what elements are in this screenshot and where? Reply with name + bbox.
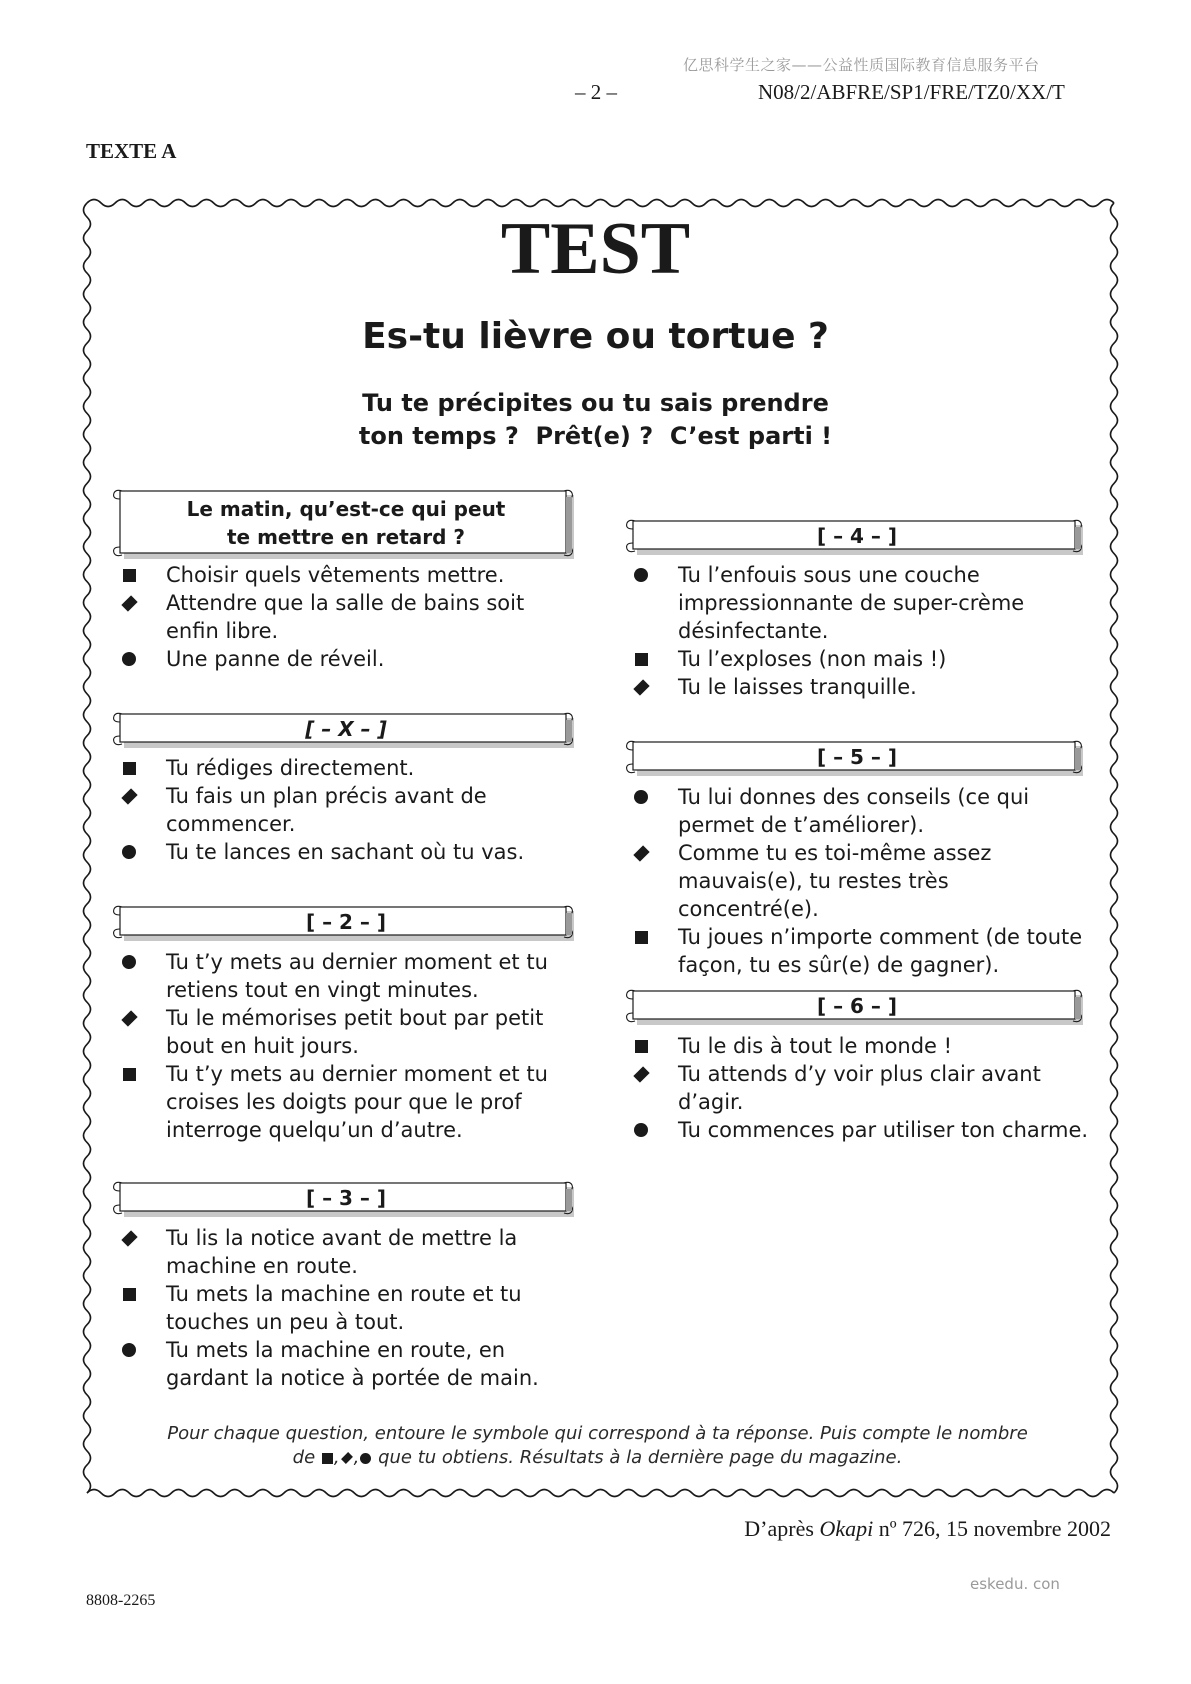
section-label: TEXTE A	[86, 139, 177, 163]
option-item: Tu rédiges directement.	[120, 754, 580, 782]
question-heading-line-1: [ – X – ]	[305, 717, 387, 741]
instructions-line-1: Pour chaque question, entoure le symbole qui correspond à ta réponse. Puis compte le nombre	[167, 1423, 1028, 1444]
option-item: Tu fais un plan précis avant de commencer.	[120, 782, 580, 838]
question-heading-1	[116, 489, 576, 557]
question-2-options	[120, 948, 580, 1144]
square-icon	[322, 1453, 333, 1464]
question-1-options	[120, 561, 580, 673]
diamond-icon[interactable]	[632, 1060, 650, 1088]
circle-icon	[360, 1453, 371, 1464]
circle-icon[interactable]	[120, 948, 138, 976]
circle-icon[interactable]	[632, 1116, 650, 1144]
instructions-line-2: de , , que tu obtiens. Résultats à la dernière page du magazine.	[292, 1447, 903, 1468]
option-item: Tu lis la notice avant de mettre la machine en route.	[120, 1224, 580, 1280]
question-heading-line-1: Le matin, qu’est-ce qui peut	[186, 497, 506, 521]
option-item: Attendre que la salle de bains soit enfin libre.	[120, 589, 580, 645]
question-6-options	[632, 1032, 1092, 1144]
question-3-options	[120, 1224, 580, 1392]
option-item: Choisir quels vêtements mettre.	[120, 561, 580, 589]
question-heading-line-1: [ – 2 – ]	[305, 910, 387, 934]
option-item: Tu commences par utiliser ton charme.	[632, 1116, 1092, 1144]
diamond-icon[interactable]	[120, 1004, 138, 1032]
test-subtitle: Es-tu lièvre ou tortue ?	[362, 316, 829, 357]
option-item: Tu joues n’importe comment (de toute façon, tu es sûr(e) de gagner).	[632, 923, 1092, 979]
question-heading-line-1: [ – 3 – ]	[305, 1186, 387, 1210]
square-icon[interactable]	[120, 561, 138, 589]
square-icon[interactable]	[120, 1280, 138, 1308]
circle-icon[interactable]	[120, 645, 138, 673]
circle-icon[interactable]	[120, 838, 138, 866]
diamond-icon	[341, 1452, 353, 1464]
question-heading-line-1: [ – 5 – ]	[816, 745, 898, 769]
watermark-top: 亿思科学生之家——公益性质国际教育信息服务平台	[683, 56, 1040, 74]
intro-line-2: ton temps ? Prêt(e) ? C’est parti !	[358, 422, 833, 450]
diamond-icon[interactable]	[120, 589, 138, 617]
option-item: Tu lui donnes des conseils (ce qui permet de t’améliorer).	[632, 783, 1092, 839]
magazine-name: Okapi	[819, 1516, 874, 1541]
document-code: N08/2/ABFRE/SP1/FRE/TZ0/XX/T	[758, 80, 1065, 104]
option-item: Tu l’enfouis sous une couche impressionnante de super-crème désinfectante.	[632, 561, 1092, 645]
option-item: Tu te lances en sachant où tu vas.	[120, 838, 580, 866]
option-item: Une panne de réveil.	[120, 645, 580, 673]
question-heading-3	[116, 1181, 576, 1215]
square-icon[interactable]	[120, 1060, 138, 1088]
question-x-options	[120, 754, 580, 866]
diamond-icon[interactable]	[632, 839, 650, 867]
reference-code: 8808-2265	[86, 1592, 156, 1609]
option-item: Tu le mémorises petit bout par petit bout en huit jours.	[120, 1004, 580, 1060]
page-number: – 2 –	[575, 80, 617, 104]
question-5-options	[632, 783, 1092, 979]
question-heading-line-2: te mettre en retard ?	[227, 525, 465, 549]
test-title: TEST	[500, 208, 691, 290]
square-icon[interactable]	[632, 923, 650, 951]
question-heading-6	[629, 989, 1085, 1023]
watermark-bottom: eskedu. con	[970, 1575, 1060, 1593]
circle-icon[interactable]	[120, 1336, 138, 1364]
option-item: Tu t’y mets au dernier moment et tu croises les doigts pour que le prof interroge quelqu’un d’autre.	[120, 1060, 580, 1144]
option-item: Tu attends d’y voir plus clair avant d’agir.	[632, 1060, 1092, 1116]
question-heading-line-1: [ – 4 – ]	[816, 524, 898, 548]
question-heading-line-1: [ – 6 – ]	[816, 994, 898, 1018]
test-intro	[0, 387, 1191, 453]
circle-icon[interactable]	[632, 783, 650, 811]
intro-line-1: Tu te précipites ou tu sais prendre	[362, 389, 829, 417]
option-item: Tu le dis à tout le monde !	[632, 1032, 1092, 1060]
circle-icon[interactable]	[632, 561, 650, 589]
question-heading-5	[629, 740, 1085, 774]
instructions	[120, 1422, 1075, 1470]
question-heading-4	[629, 519, 1085, 553]
diamond-icon[interactable]	[632, 673, 650, 701]
option-item: Comme tu es toi-même assez mauvais(e), tu restes très concentré(e).	[632, 839, 1092, 923]
question-heading-2	[116, 905, 576, 939]
option-item: Tu t’y mets au dernier moment et tu retiens tout en vingt minutes.	[120, 948, 580, 1004]
question-heading-x	[116, 712, 576, 746]
option-item: Tu le laisses tranquille.	[632, 673, 1092, 701]
square-icon[interactable]	[120, 754, 138, 782]
square-icon[interactable]	[632, 1032, 650, 1060]
option-item: Tu mets la machine en route, en gardant la notice à portée de main.	[120, 1336, 580, 1392]
option-item: Tu l’exploses (non mais !)	[632, 645, 1092, 673]
diamond-icon[interactable]	[120, 1224, 138, 1252]
question-4-options	[632, 561, 1092, 701]
diamond-icon[interactable]	[120, 782, 138, 810]
square-icon[interactable]	[632, 645, 650, 673]
source-citation: D’après Okapi nº 726, 15 novembre 2002	[744, 1516, 1111, 1541]
option-item: Tu mets la machine en route et tu touches un peu à tout.	[120, 1280, 580, 1336]
